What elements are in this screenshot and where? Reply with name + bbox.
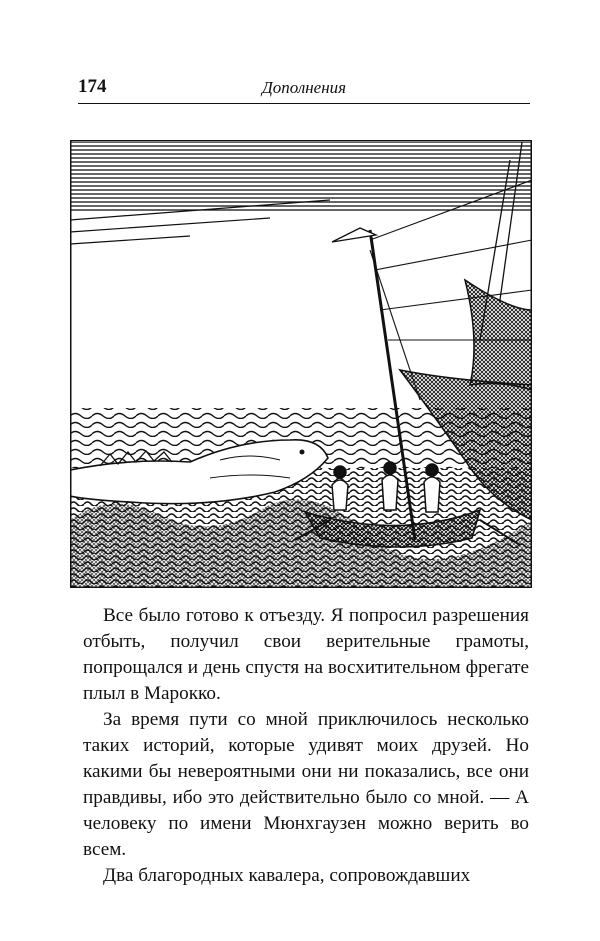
header-rule	[78, 103, 530, 104]
paragraph: За время пути со мной приключилось несколько таких историй, которые удивят моих друзей. Но какими бы невероятными они ни показались, все они правдивы, ибо это действительно было со мной. — А человеку по имени Мюнхгаузен можно верить во всем.	[83, 709, 529, 860]
paragraph: Два благородных кавалера, сопровождавших	[103, 865, 471, 886]
sky-hatching	[70, 142, 532, 212]
engraving-illustration	[70, 140, 532, 588]
page-number: 174	[78, 76, 107, 97]
running-head	[78, 72, 530, 102]
paragraph: Все было готово к отъезду. Я попросил разрешения отбыть, получил свои верительные грамоты, попрощался и день спустя на восхитительном фрегате плыл в Марокко.	[83, 605, 529, 704]
body-text	[83, 603, 529, 889]
section-title: Дополнения	[261, 78, 347, 97]
